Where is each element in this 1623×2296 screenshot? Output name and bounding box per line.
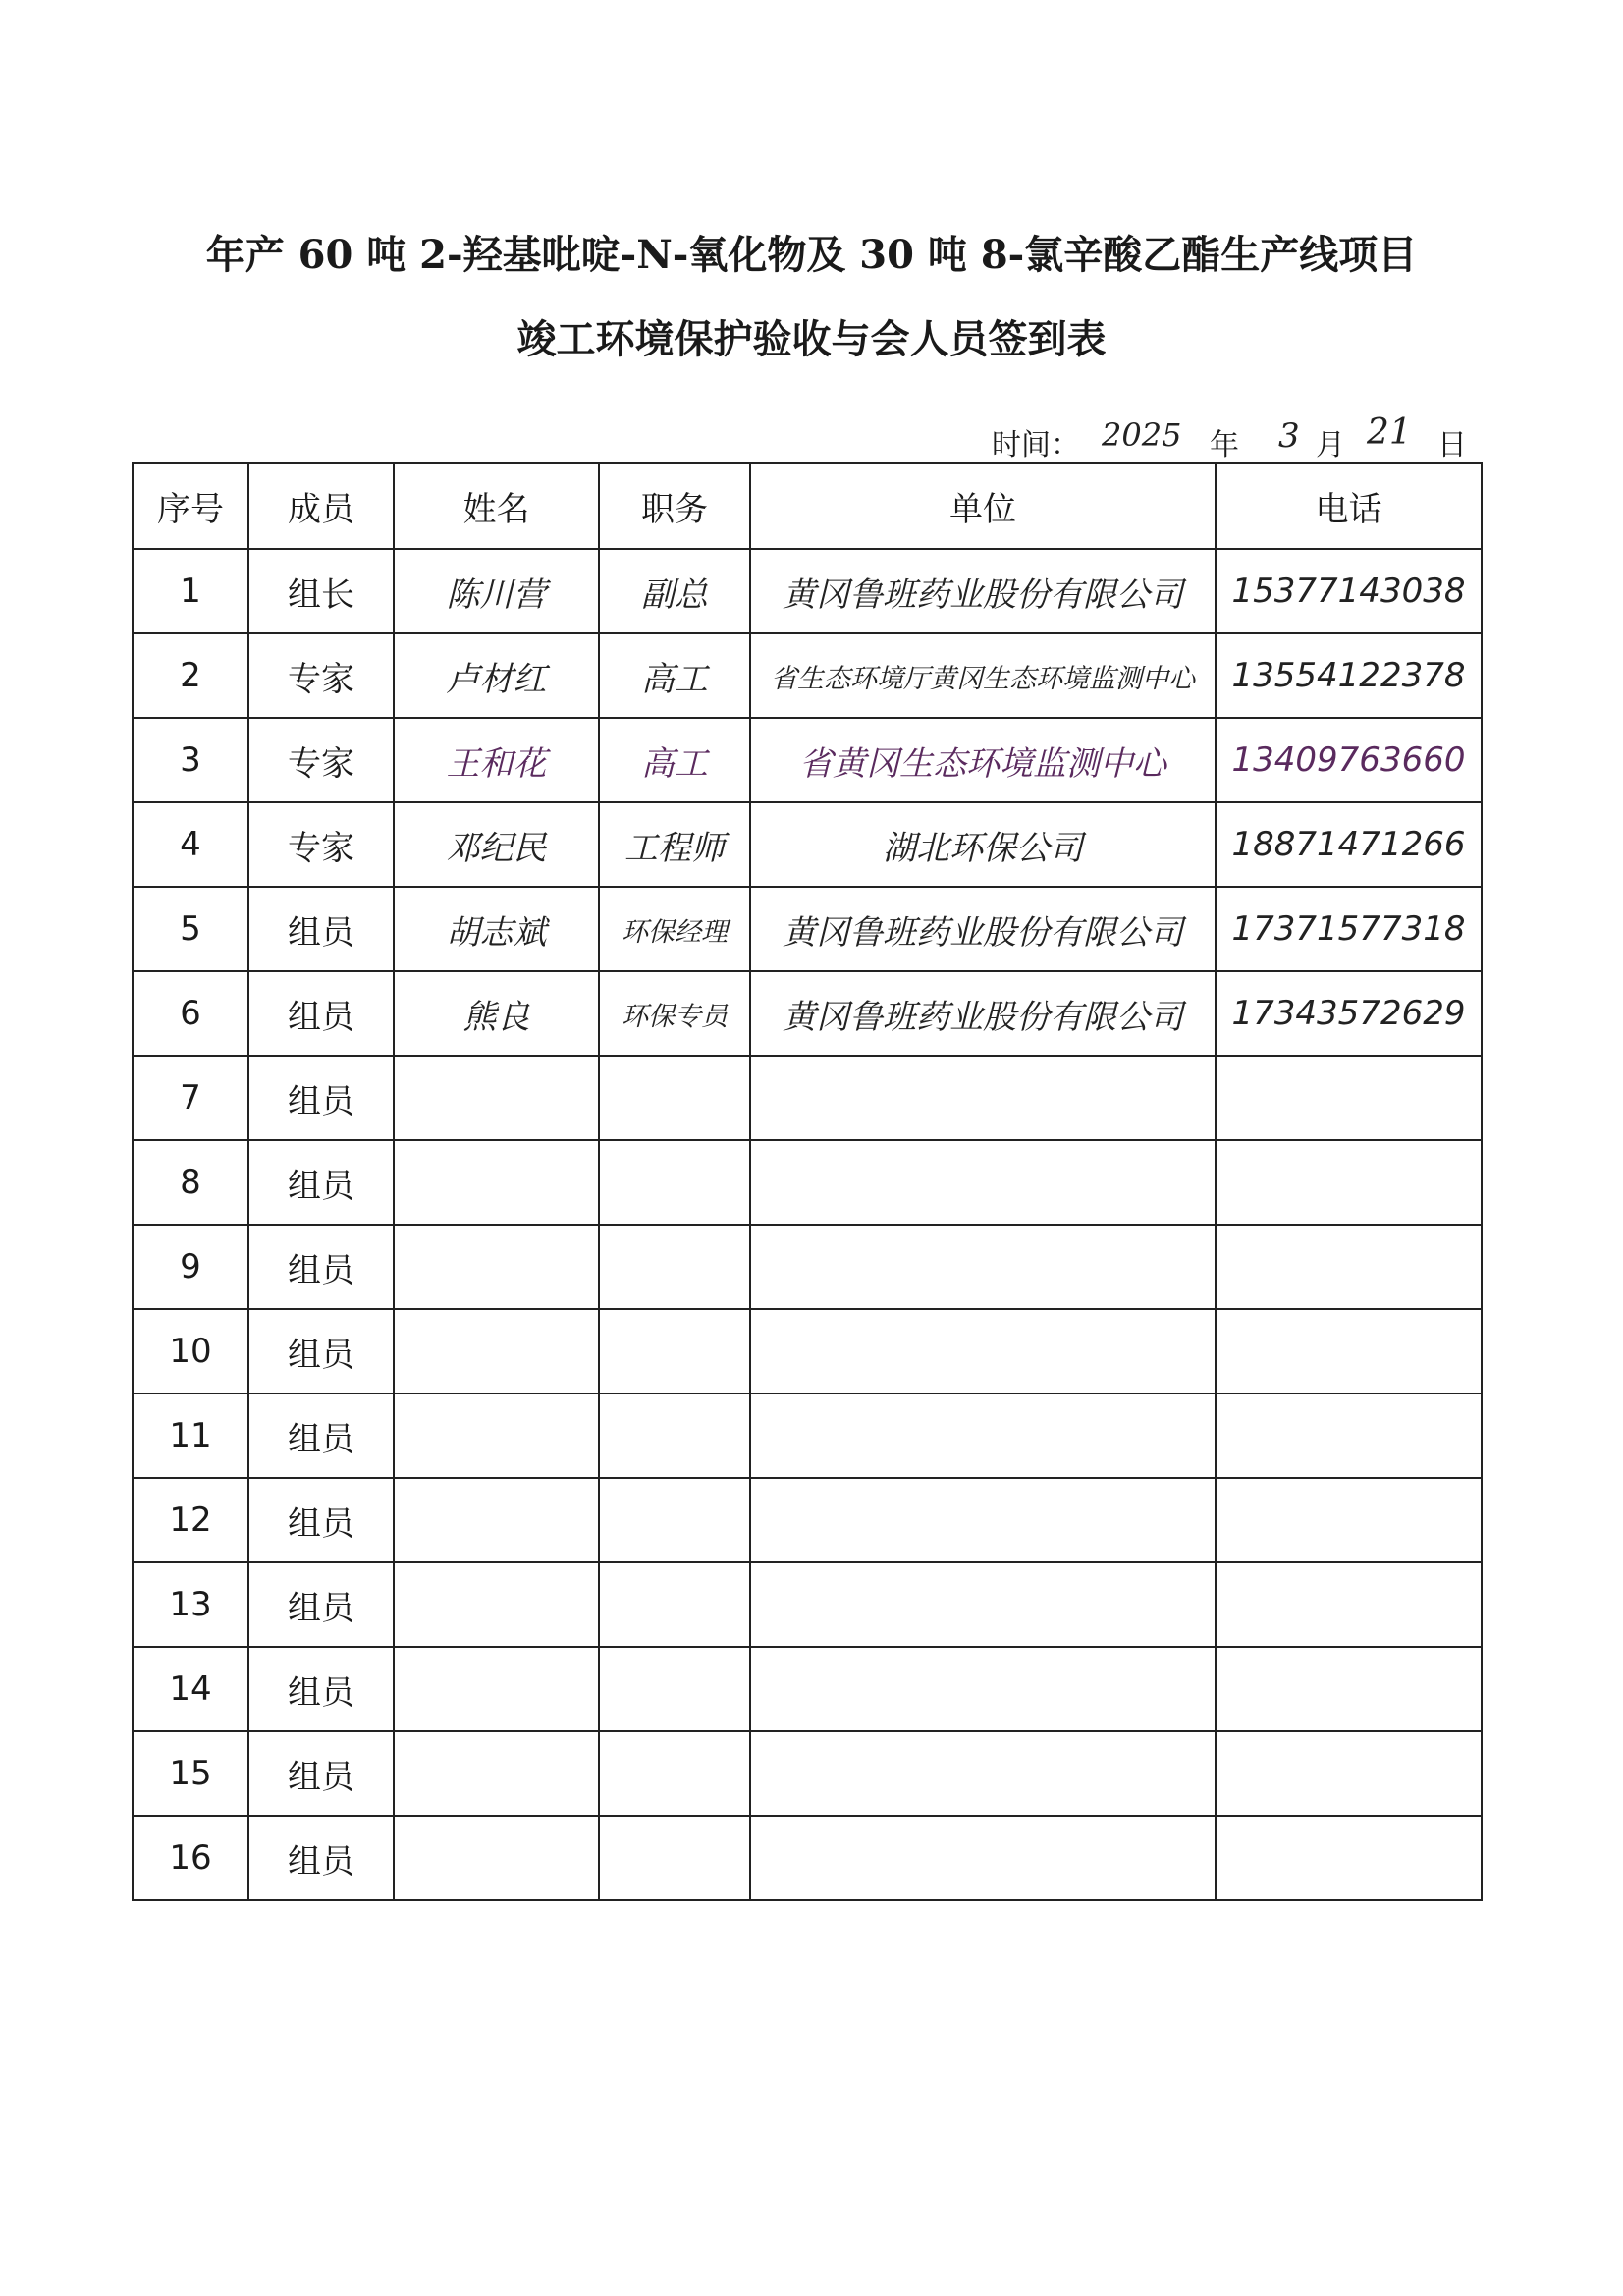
row-no: 1 [133, 549, 248, 633]
table-row [133, 1309, 1482, 1394]
row-unit [750, 1731, 1216, 1816]
title-line-2: 竣工环境保护验收与会人员签到表 [516, 316, 1107, 362]
row-role: 组员 [248, 1562, 394, 1647]
row-phone [1216, 1816, 1482, 1900]
date-line [992, 412, 1483, 465]
row-unit [750, 1394, 1216, 1478]
title-line-1: 年产 60 吨 2-羟基吡啶-N-氧化物及 30 吨 8-氯辛酸乙酯生产线项目 [205, 232, 1418, 278]
table-row [133, 1394, 1482, 1478]
row-role: 组员 [248, 1478, 394, 1562]
table-row [133, 971, 1482, 1056]
row-no: 12 [133, 1478, 248, 1562]
row-role: 专家 [248, 802, 394, 887]
row-unit [750, 1140, 1216, 1225]
table-row [133, 1140, 1482, 1225]
row-role: 组员 [248, 1309, 394, 1394]
row-unit [750, 1478, 1216, 1562]
date-year-unit: 年 [1210, 428, 1239, 463]
row-unit: 黄冈鲁班药业股份有限公司 [750, 887, 1216, 971]
row-name-signature [394, 1225, 599, 1309]
row-unit: 黄冈鲁班药业股份有限公司 [750, 971, 1216, 1056]
row-no: 7 [133, 1056, 248, 1140]
row-no: 14 [133, 1647, 248, 1731]
header-row [133, 463, 1482, 549]
table-row [133, 718, 1482, 802]
row-no: 6 [133, 971, 248, 1056]
row-name-signature [394, 1562, 599, 1647]
row-unit: 省生态环境厅黄冈生态环境监测中心 [750, 633, 1216, 718]
header-cell-role: 成员 [248, 463, 394, 549]
row-role: 组员 [248, 1225, 394, 1309]
row-name-signature: 王和花 [394, 718, 599, 802]
row-name-signature: 熊良 [394, 971, 599, 1056]
row-phone: 17371577318 [1216, 887, 1482, 971]
row-role: 组员 [248, 1647, 394, 1731]
row-role: 专家 [248, 633, 394, 718]
table-row [133, 549, 1482, 633]
row-name-signature [394, 1647, 599, 1731]
row-role: 组员 [248, 971, 394, 1056]
row-role: 组员 [248, 1816, 394, 1900]
row-no: 8 [133, 1140, 248, 1225]
table-row [133, 1056, 1482, 1140]
row-no: 9 [133, 1225, 248, 1309]
row-position [599, 1140, 750, 1225]
table-row [133, 1478, 1482, 1562]
date-month: 3 [1278, 416, 1300, 456]
row-role: 组员 [248, 1394, 394, 1478]
date-day-unit: 日 [1437, 428, 1467, 463]
row-role: 专家 [248, 718, 394, 802]
row-no: 11 [133, 1394, 248, 1478]
row-position: 高工 [599, 718, 750, 802]
row-position [599, 1562, 750, 1647]
row-no: 3 [133, 718, 248, 802]
header-cell-phone: 电话 [1216, 463, 1482, 549]
row-position: 环保经理 [599, 887, 750, 971]
row-phone [1216, 1647, 1482, 1731]
row-name-signature: 邓纪民 [394, 802, 599, 887]
table-row [133, 1562, 1482, 1647]
row-unit [750, 1056, 1216, 1140]
row-unit [750, 1816, 1216, 1900]
row-position [599, 1478, 750, 1562]
row-name-signature: 卢材红 [394, 633, 599, 718]
row-phone [1216, 1562, 1482, 1647]
row-position: 工程师 [599, 802, 750, 887]
row-no: 4 [133, 802, 248, 887]
row-position [599, 1394, 750, 1478]
row-role: 组员 [248, 887, 394, 971]
table-row [133, 633, 1482, 718]
row-name-signature: 胡志斌 [394, 887, 599, 971]
row-phone: 18871471266 [1216, 802, 1482, 887]
row-role: 组员 [248, 1056, 394, 1140]
row-position [599, 1816, 750, 1900]
row-no: 10 [133, 1309, 248, 1394]
row-name-signature [394, 1394, 599, 1478]
header-cell-position: 职务 [599, 463, 750, 549]
sign-in-table [132, 462, 1483, 1901]
row-name-signature [394, 1056, 599, 1140]
row-phone [1216, 1478, 1482, 1562]
date-month-unit: 月 [1316, 428, 1345, 463]
row-unit: 湖北环保公司 [750, 802, 1216, 887]
header-cell-no: 序号 [133, 463, 248, 549]
row-unit [750, 1225, 1216, 1309]
row-name-signature: 陈川营 [394, 549, 599, 633]
date-day: 21 [1367, 412, 1412, 453]
row-phone [1216, 1225, 1482, 1309]
row-role: 组长 [248, 549, 394, 633]
row-phone: 17343572629 [1216, 971, 1482, 1056]
row-position [599, 1647, 750, 1731]
row-position: 高工 [599, 633, 750, 718]
header-cell-name: 姓名 [394, 463, 599, 549]
row-no: 2 [133, 633, 248, 718]
row-position: 副总 [599, 549, 750, 633]
header-cell-unit: 单位 [750, 463, 1216, 549]
row-phone [1216, 1056, 1482, 1140]
row-phone [1216, 1309, 1482, 1394]
row-role: 组员 [248, 1140, 394, 1225]
row-position: 环保专员 [599, 971, 750, 1056]
row-phone [1216, 1394, 1482, 1478]
row-unit [750, 1562, 1216, 1647]
row-unit [750, 1647, 1216, 1731]
row-phone: 13554122378 [1216, 633, 1482, 718]
table-row [133, 1731, 1482, 1816]
table-row [133, 802, 1482, 887]
row-phone [1216, 1140, 1482, 1225]
table-row [133, 1647, 1482, 1731]
row-name-signature [394, 1140, 599, 1225]
row-position [599, 1731, 750, 1816]
row-no: 15 [133, 1731, 248, 1816]
row-name-signature [394, 1478, 599, 1562]
row-name-signature [394, 1731, 599, 1816]
date-year: 2025 [1102, 416, 1182, 454]
row-unit: 省黄冈生态环境监测中心 [750, 718, 1216, 802]
table-row [133, 1816, 1482, 1900]
row-phone [1216, 1731, 1482, 1816]
row-no: 13 [133, 1562, 248, 1647]
row-no: 5 [133, 887, 248, 971]
row-no: 16 [133, 1816, 248, 1900]
table-row [133, 1225, 1482, 1309]
row-unit: 黄冈鲁班药业股份有限公司 [750, 549, 1216, 633]
row-phone: 13409763660 [1216, 718, 1482, 802]
row-name-signature [394, 1816, 599, 1900]
date-label: 时间： [992, 428, 1080, 463]
row-position [599, 1309, 750, 1394]
row-phone: 15377143038 [1216, 549, 1482, 633]
row-position [599, 1225, 750, 1309]
table-row [133, 887, 1482, 971]
row-name-signature [394, 1309, 599, 1394]
row-unit [750, 1309, 1216, 1394]
row-role: 组员 [248, 1731, 394, 1816]
row-position [599, 1056, 750, 1140]
